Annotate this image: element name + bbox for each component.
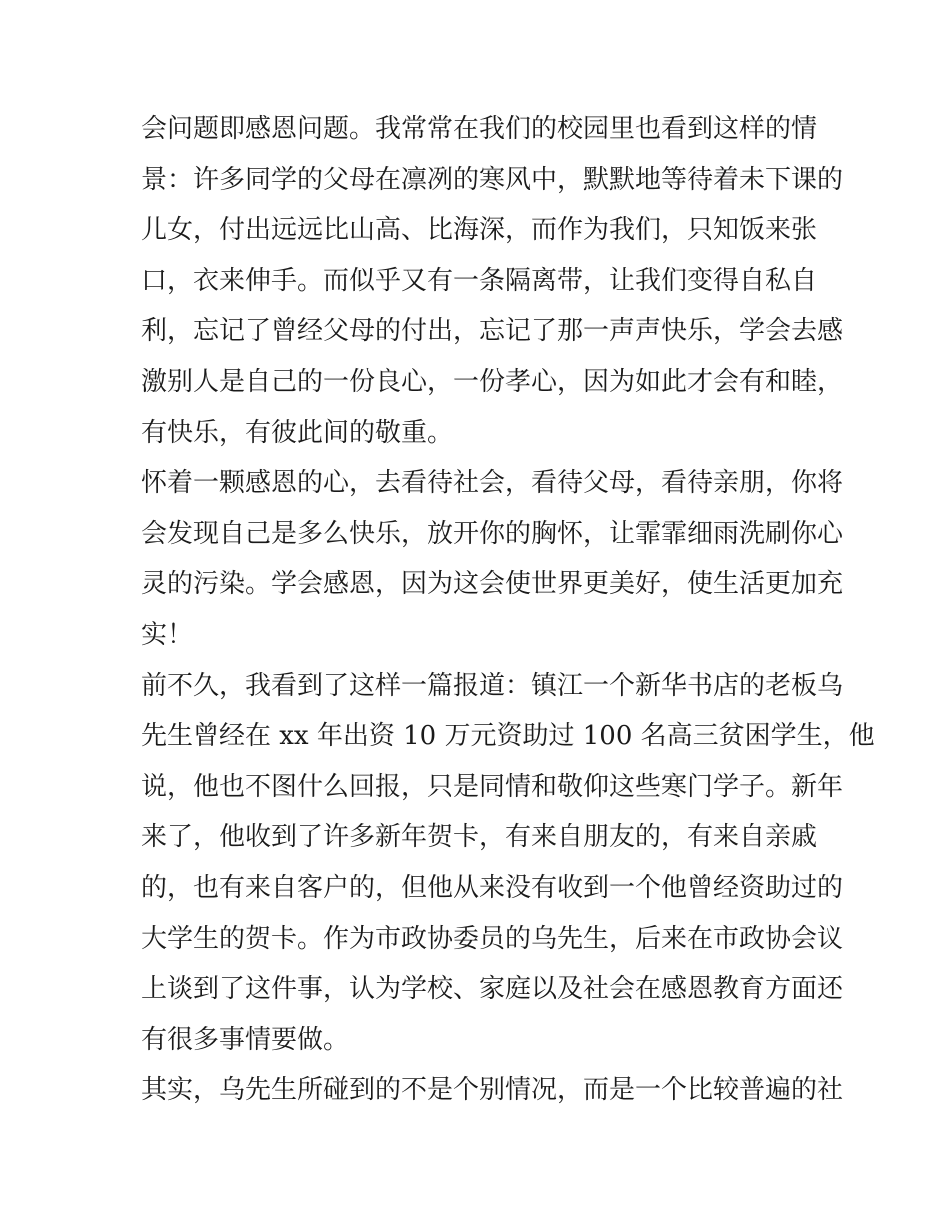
text-line: 来了，他收到了许多新年贺卡，有来自朋友的，有来自亲戚 [141, 822, 818, 853]
text-line: 说，他也不图什么回报，只是同情和敬仰这些寒门学子。新年 [141, 771, 844, 802]
text-line: 利，忘记了曾经父母的付出，忘记了那一声声快乐，学会去感 [141, 316, 844, 347]
text-line: 激别人是自己的一份良心，一份孝心，因为如此才会有和睦， [141, 366, 844, 397]
document-body [141, 104, 875, 1116]
text-line: 大学生的贺卡。作为市政协委员的乌先生，后来在市政协会议 [141, 923, 844, 954]
text-line: 怀着一颗感恩的心，去看待社会，看待父母，看待亲朋，你将 [141, 468, 844, 499]
text-line: 上谈到了这件事，认为学校、家庭以及社会在感恩教育方面还 [141, 974, 844, 1005]
text-line: 实！ [141, 619, 194, 650]
text-line: 前不久，我看到了这样一篇报道：镇江一个新华书店的老板乌 [141, 670, 844, 701]
text-line: 有很多事情要做。 [141, 1024, 350, 1055]
text-line: 会发现自己是多么快乐，放开你的胸怀，让霏霏细雨洗刷你心 [141, 518, 844, 549]
text-line: 会问题即感恩问题。我常常在我们的校园里也看到这样的情 [141, 114, 818, 144]
text-line: 儿女，付出远远比山高、比海深，而作为我们，只知饭来张 [141, 215, 818, 246]
text-line: 口，衣来伸手。而似乎又有一条隔离带，让我们变得自私自 [141, 265, 818, 296]
text-line: 其实，乌先生所碰到的不是个别情况，而是一个比较普遍的社 [141, 1075, 844, 1106]
text-line: 灵的污染。学会感恩，因为这会使世界更美好，使生活更加充 [141, 569, 844, 600]
text-line: 先生曾经在 xx 年出资 10 万元资助过 100 名高三贫困学生，他 [141, 721, 875, 752]
text-line: 景：许多同学的父母在凛冽的寒风中，默默地等待着未下课的 [141, 164, 844, 195]
text-line: 的，也有来自客户的，但他从来没有收到一个他曾经资助过的 [141, 872, 844, 903]
text-line: 有快乐，有彼此间的敬重。 [141, 417, 454, 448]
